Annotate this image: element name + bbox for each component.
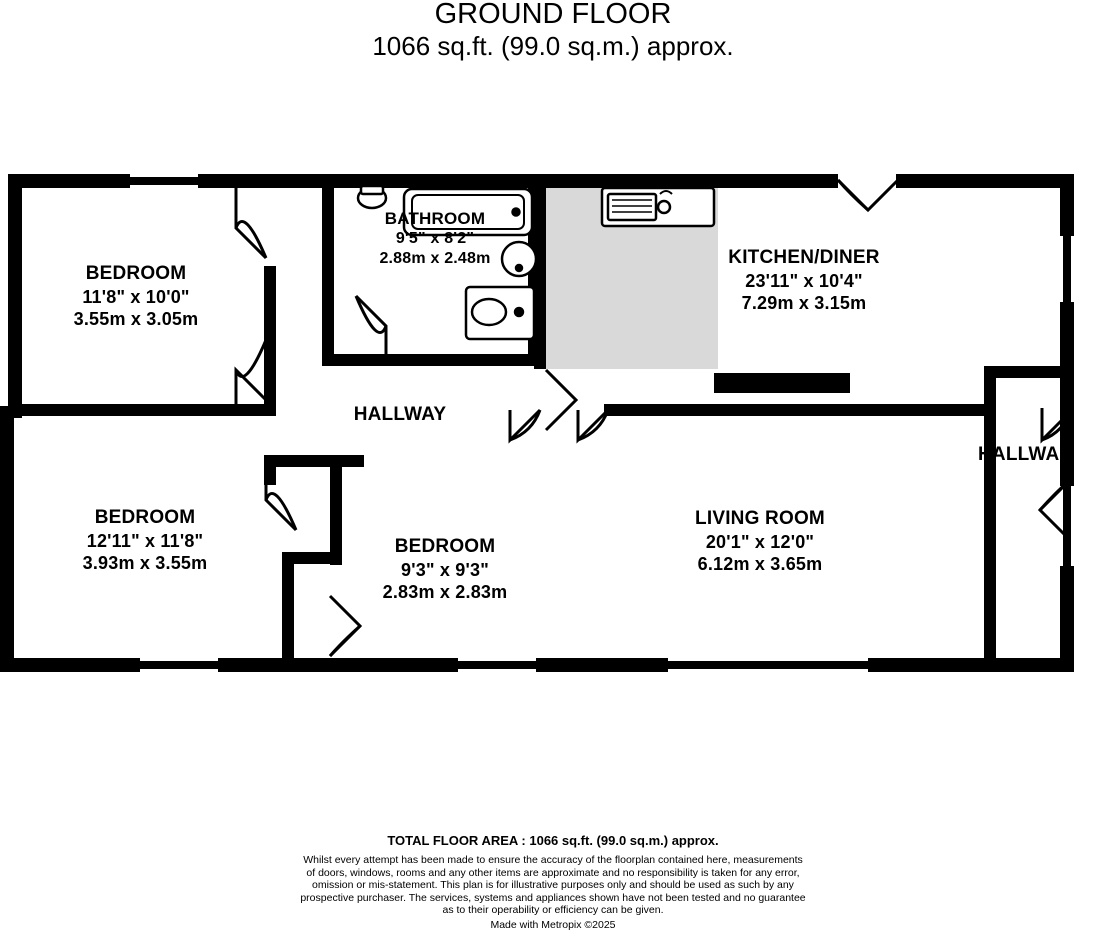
room-dimensions-metric: 2.88m x 2.48m	[379, 250, 491, 267]
room-name: HALLWAY	[353, 404, 447, 425]
disclaimer-line: prospective purchaser. The services, systems and appliances shown have not been tested and no guarantee	[300, 891, 806, 904]
room-name: BEDROOM	[94, 507, 196, 528]
room-dimensions-imperial: 9'3" x 9'3"	[401, 560, 489, 580]
room-label-hallway-right	[978, 443, 1106, 467]
room-label-kitchen-diner	[694, 246, 914, 314]
floorplan-footer	[0, 832, 1106, 932]
kitchen-fixtures	[602, 188, 714, 226]
room-dimensions-imperial: 12'11" x 11'8"	[86, 531, 204, 551]
room-label-living-room	[650, 507, 870, 575]
room-dimensions-imperial: 23'11" x 10'4"	[745, 271, 863, 291]
room-dimensions-metric: 3.55m x 3.05m	[73, 309, 199, 329]
room-label-bedroom-3	[340, 535, 550, 603]
room-name: BEDROOM	[394, 536, 496, 557]
room-name: BATHROOM	[384, 209, 486, 228]
room-dimensions-metric: 6.12m x 3.65m	[697, 554, 823, 574]
shower-tray-icon	[466, 287, 534, 339]
room-name: LIVING ROOM	[695, 508, 825, 529]
kitchen-sink-icon	[602, 188, 714, 226]
room-dimensions-imperial: 9'5" x 8'2"	[395, 230, 475, 247]
room-label-hallway	[320, 403, 480, 427]
room-dimensions-metric: 7.29m x 3.15m	[741, 293, 867, 313]
disclaimer-line: Whilst every attempt has been made to ensure the accuracy of the floorplan contained here, measurements	[303, 854, 803, 866]
room-label-bathroom	[351, 208, 519, 269]
room-dimensions-imperial: 20'1" x 12'0"	[705, 532, 815, 552]
room-name: KITCHEN/DINER	[728, 247, 880, 268]
disclaimer-line: omission or mis-statement. This plan is for illustrative purposes only and should be used as such by any	[312, 879, 794, 891]
disclaimer-line: of doors, windows, rooms and any other items are approximate and no responsibility is taken for any error,	[306, 866, 800, 879]
room-name: HALLWA	[978, 444, 1060, 465]
disclaimer-text	[0, 854, 1106, 917]
room-dimensions-imperial: 11'8" x 10'0"	[82, 287, 190, 307]
room-dimensions-metric: 3.93m x 3.55m	[82, 553, 208, 573]
room-name: BEDROOM	[85, 263, 187, 284]
page-title: GROUND FLOOR	[434, 0, 672, 30]
room-label-bedroom-2	[40, 506, 250, 574]
room-dimensions-metric: 2.83m x 2.83m	[382, 582, 508, 602]
toilet-icon	[358, 186, 386, 208]
room-label-bedroom-1	[36, 262, 236, 330]
floor-area-subtitle: 1066 sq.ft. (99.0 sq.m.) approx.	[372, 31, 734, 61]
disclaimer-line: as to their operability or efficiency can be given.	[442, 904, 664, 916]
total-floor-area: TOTAL FLOOR AREA : 1066 sq.ft. (99.0 sq.m.) approx.	[387, 833, 719, 848]
metropix-credit: Made with Metropix ©2025	[490, 918, 616, 931]
